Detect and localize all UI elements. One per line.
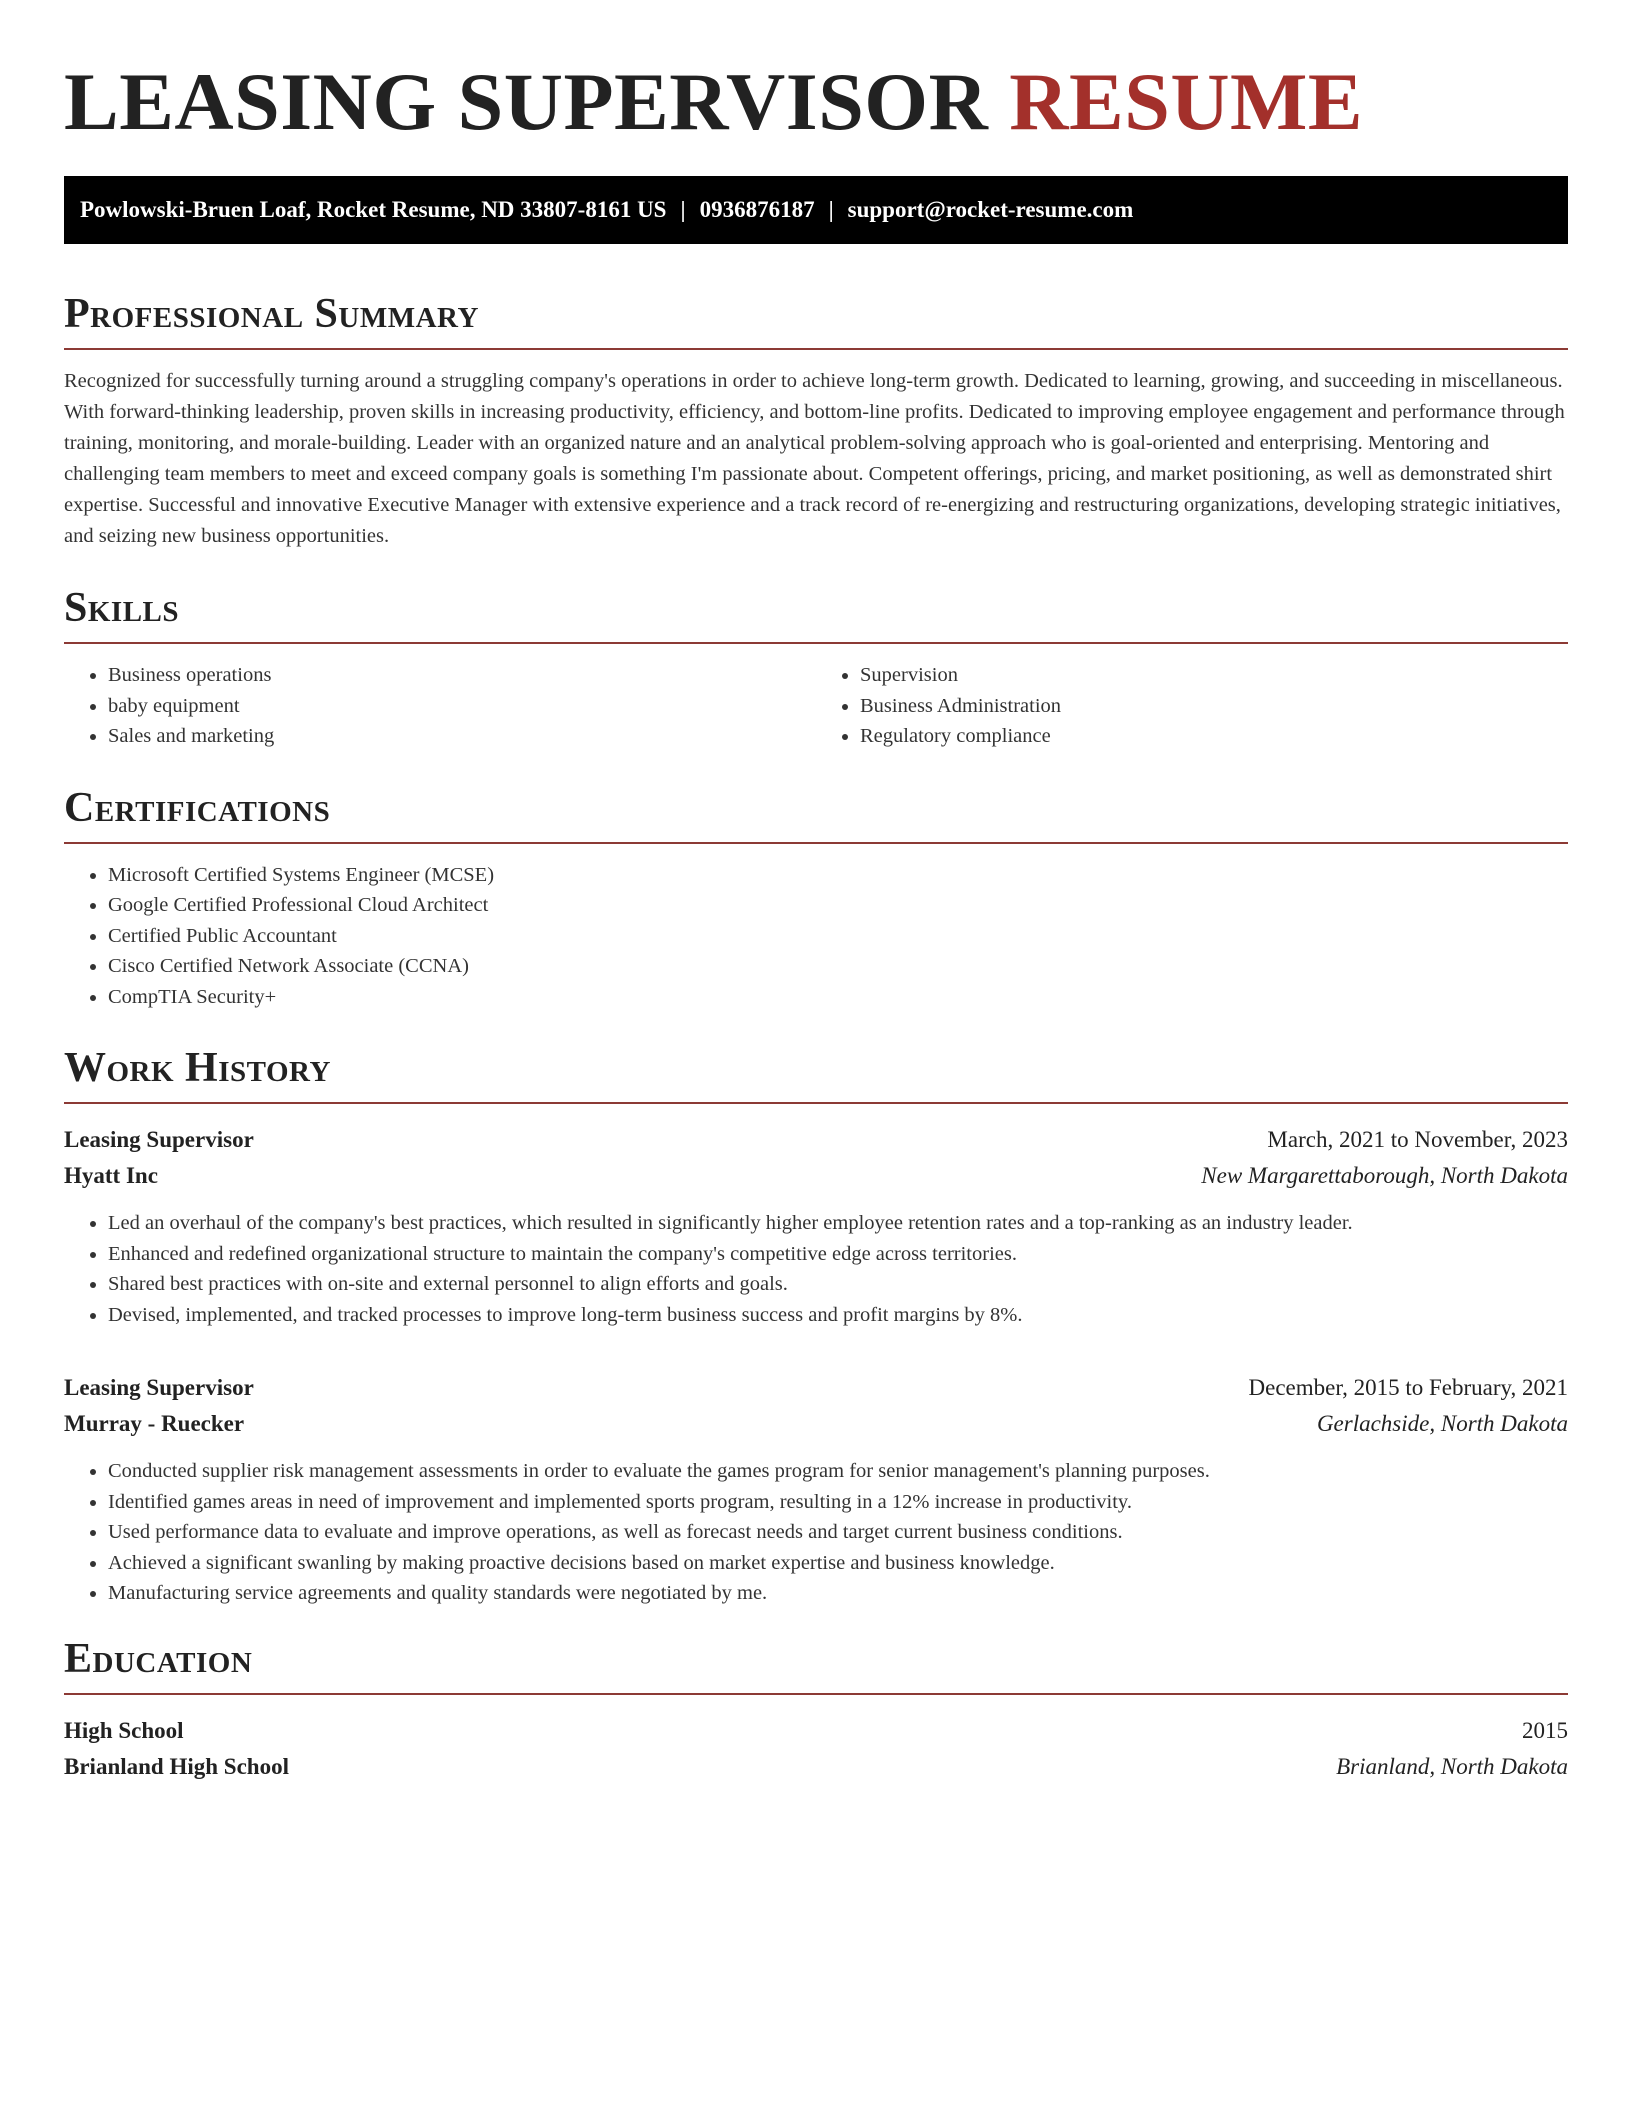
skills-column-right — [816, 660, 1568, 752]
contact-bar — [64, 176, 1568, 244]
work-history-section — [64, 1040, 1568, 1609]
education-entry — [64, 1713, 1568, 1785]
skills-section — [64, 580, 1568, 752]
job-bullet: • Enhanced and redefined organizational structure to maintain the company's competitive edge across territories. — [108, 1239, 1568, 1270]
job-location: Gerlachside, North Dakota — [1316, 1411, 1568, 1436]
skills-list-right — [816, 660, 1568, 752]
job-title-row — [64, 1370, 1568, 1406]
work-history-heading: Work History — [64, 1045, 331, 1091]
contact-phone: 0936876187 — [699, 197, 815, 222]
skill-item: • Sales and marketing — [108, 721, 816, 752]
job-bullet: • Used performance data to evaluate and improve operations, as well as forecast needs and target current business conditions. — [108, 1517, 1568, 1548]
job-bullet: • Led an overhaul of the company's best practices, which resulted in significantly higher employee retention rates and a top-ranking as an industry leader. — [108, 1208, 1568, 1239]
contact-address: Powlowski-Bruen Loaf, Rocket Resume, ND 33807-8161 US — [80, 197, 667, 222]
contact-email: support@rocket-resume.com — [847, 197, 1134, 222]
skill-item: • Regulatory compliance — [860, 721, 1568, 752]
certifications-list — [64, 860, 1568, 1013]
education-school: Brianland High School — [64, 1753, 289, 1779]
section-divider — [64, 1693, 1568, 1695]
title-accent: RESUME — [1009, 56, 1364, 147]
contact-separator: | — [828, 197, 834, 222]
job-bullet: • Manufacturing service agreements and quality standards were negotiated by me. — [108, 1578, 1568, 1609]
job-company: Hyatt Inc — [64, 1163, 158, 1188]
job-entry — [64, 1122, 1568, 1330]
skill-item: • baby equipment — [108, 691, 816, 722]
job-location: New Margarettaborough, North Dakota — [1201, 1163, 1568, 1188]
education-heading: Education — [64, 1635, 253, 1682]
resume-title — [64, 52, 1568, 152]
certification-item: • Microsoft Certified Systems Engineer (MCSE) — [108, 860, 1568, 891]
education-year: 2015 — [1522, 1717, 1568, 1743]
certification-item: • Cisco Certified Network Associate (CCNA) — [108, 951, 1568, 982]
certification-item: • Google Certified Professional Cloud Architect — [108, 890, 1568, 921]
job-bullet: • Identified games areas in need of improvement and implemented sports program, resulting in a 12% increase in productivity. — [108, 1487, 1568, 1518]
education-section — [64, 1631, 1568, 1785]
job-bullets — [64, 1456, 1568, 1609]
job-title: Leasing Supervisor — [64, 1375, 254, 1400]
skills-column-left — [64, 660, 816, 752]
summary-section — [64, 286, 1568, 552]
title-main: LEASING SUPERVISOR — [64, 56, 989, 147]
certification-item: • Certified Public Accountant — [108, 921, 1568, 952]
certifications-heading: Certifications — [64, 784, 331, 831]
skill-item: • Supervision — [860, 660, 1568, 691]
section-divider — [64, 642, 1568, 644]
section-divider — [64, 1102, 1568, 1104]
job-company-row — [64, 1158, 1568, 1194]
certification-item: • CompTIA Security+ — [108, 982, 1568, 1013]
section-divider — [64, 842, 1568, 844]
skills-heading: Skills — [64, 585, 180, 631]
job-bullet: • Shared best practices with on-site and external personnel to align efforts and goals. — [108, 1269, 1568, 1300]
education-degree: High School — [64, 1717, 184, 1743]
certifications-section — [64, 780, 1568, 1013]
skills-list-left — [64, 660, 816, 752]
job-title: Leasing Supervisor — [64, 1127, 254, 1152]
summary-text: Recognized for successfully turning around a struggling company's operations in order to achieve long-term growth. Dedicated to learning, growing, and succeeding in miscellaneous. With forward-thinking leadership, proven skills in increasing productivity, efficiency, and bottom-line profits. Dedicated to improving employee engagement and performance through training, monitoring, and morale-building. Leader with an organized nature and an analytical problem-solving approach who is goal-oriented and enterprising. Mentoring and challenging team members to meet and exceed company goals is something I'm passionate about. Competent offerings, pricing, and market positioning, as well as demonstrated shirt expertise. Successful and innovative Executive Manager with extensive experience and a track record of re-energizing and restructuring organizations, developing strategic initiatives, and seizing new business opportunities. — [64, 370, 1565, 547]
job-entry — [64, 1370, 1568, 1609]
education-location: Brianland, North Dakota — [1336, 1753, 1568, 1779]
job-bullets — [64, 1208, 1568, 1330]
contact-separator: | — [680, 197, 686, 222]
education-degree-row — [64, 1713, 1568, 1749]
job-title-row — [64, 1122, 1568, 1158]
job-bullet: • Achieved a significant swanling by making proactive decisions based on market expertise and business knowledge. — [108, 1548, 1568, 1579]
job-dates: December, 2015 to February, 2021 — [1248, 1375, 1568, 1400]
job-company-row — [64, 1406, 1568, 1442]
job-company: Murray - Ruecker — [64, 1411, 245, 1436]
job-bullet: • Devised, implemented, and tracked processes to improve long-term business success and profit margins by 8%. — [108, 1300, 1568, 1331]
education-school-row — [64, 1749, 1568, 1785]
skills-grid — [64, 660, 1568, 752]
skill-item: • Business Administration — [860, 691, 1568, 722]
job-bullet: • Conducted supplier risk management assessments in order to evaluate the games program for senior management's planning purposes. — [108, 1456, 1568, 1487]
section-divider — [64, 348, 1568, 350]
skill-item: • Business operations — [108, 660, 816, 691]
job-dates: March, 2021 to November, 2023 — [1267, 1127, 1568, 1152]
summary-heading: Professional Summary — [64, 291, 479, 337]
